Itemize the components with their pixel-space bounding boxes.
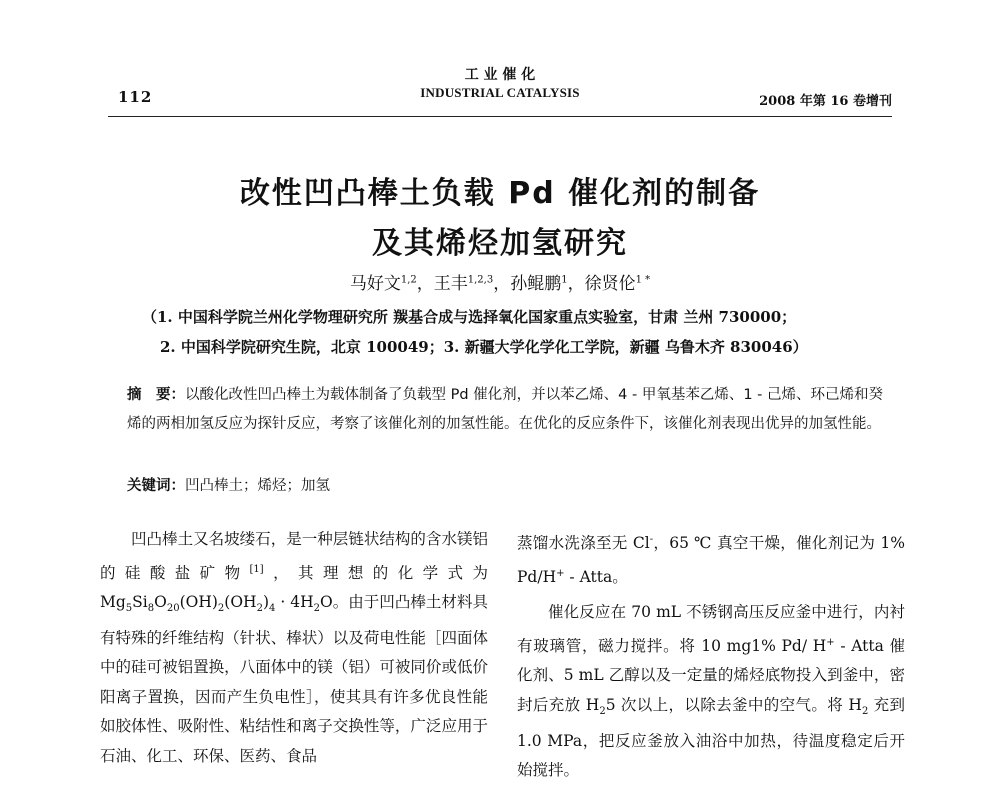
keywords-text: 凹凸棒土；烯烃；加氢 <box>185 478 330 494</box>
body-text: 催化反应在 70 mL 不锈钢高压反应釜中进行，内衬有玻璃管，磁力搅拌。将 10 mg1% Pd/ H <box>517 603 905 655</box>
citation-ref: [1] <box>249 563 264 575</box>
body-text: - Atta 催化剂、5 mL 乙醇以及一定量的烯烃底物投入到釜中，密封后充放 H <box>517 636 906 714</box>
formula-subscript: 5 <box>125 603 133 615</box>
abstract-label: 摘 要： <box>127 386 185 403</box>
body-text: (OH <box>224 593 257 612</box>
author-name: 王丰 <box>433 274 468 294</box>
formula-subscript: 20 <box>166 603 180 615</box>
body-text: 充到 1.0 MPa，把反应釜放入油浴中加热，待温度稳定后开始搅拌。 <box>517 695 905 780</box>
body-text: · 4H <box>275 593 314 612</box>
formula-superscript: + <box>826 636 835 648</box>
author-affil-mark: 1 <box>561 274 568 286</box>
body-column-left <box>100 525 488 771</box>
body-column-right <box>517 525 905 786</box>
header-rule <box>108 116 892 117</box>
formula-subscript: 2 <box>217 603 225 615</box>
body-paragraph <box>517 598 905 785</box>
formula-superscript: + <box>556 567 565 579</box>
body-text: - Atta。 <box>564 567 628 586</box>
affiliation-line2: 2. 中国科学院研究生院，北京 100049；3. 新疆大学化学化工学院，新疆 乌鲁木齐 830046） <box>160 338 808 356</box>
affiliation-line1: （1. 中国科学院兰州化学物理研究所 羰基合成与选择氧化国家重点实验室，甘肃 兰州 730000； <box>142 308 797 326</box>
abstract <box>127 380 887 439</box>
body-text: ，其理想的化学式为 Mg <box>100 563 488 612</box>
body-text: (OH) <box>179 593 218 612</box>
formula-subscript: 2 <box>861 706 869 718</box>
formula-subscript: 4 <box>269 603 276 615</box>
journal-title-cn: 工 业 催 化 <box>464 67 536 83</box>
formula-subscript: 2 <box>599 706 606 718</box>
body-text: Si <box>132 593 148 612</box>
body-text: O。由于凹凸棒土材料具有特殊的纤维结构（针状、棒状）以及荷电性能［四面体中的硅可被铝置换，八面体中的镁（铝）可被同价或低价阳离子置换，因而产生负电性］，使其具有许多优良性能如胶体性、吸附性、粘结性和离子交换性等，广泛应用于石油、化工、环保、医药、食品 <box>100 593 488 765</box>
page-number: 112 <box>118 88 153 106</box>
body-text: ) <box>262 593 269 612</box>
body-paragraph <box>100 525 488 771</box>
author-affil-mark: 1 * <box>635 274 651 286</box>
author-name: 徐贤伦 <box>584 274 636 294</box>
body-paragraph <box>517 525 905 592</box>
author-list: 马好文$^{1,2}$，王丰$^{1,2,3}$，孙鲲鹏$^1$，徐贤伦$^{1 *}$ <box>349 274 651 294</box>
issue-label: 2008 年第 16 卷增刊 <box>759 94 892 109</box>
paper-title-line1: 改性凹凸棒土负载 Pd 催化剂的制备 <box>239 176 761 211</box>
formula-superscript: - <box>649 534 654 545</box>
body-text: 凹凸棒土又名坡缕石，是一种层链状结构的含水镁铝的硅酸盐矿物 <box>100 530 488 582</box>
author-affil-mark: 1,2,3 <box>467 274 494 286</box>
body-text: 蒸馏水洗涤至无 Cl <box>517 534 650 553</box>
formula-subscript: 2 <box>256 603 263 615</box>
formula-subscript: 8 <box>147 603 155 615</box>
body-text: O <box>154 593 167 612</box>
abstract-text: 以酸化改性凹凸棒土为载体制备了负载型 Pd 催化剂，并以苯乙烯、4 - 甲氧基苯乙烯、1 - 己烯、环己烯和癸烯的两相加氢反应为探针反应，考察了该催化剂的加氢性能。在优化的反应条件下，该催化剂表现出优异的加氢性能。 <box>127 387 884 432</box>
body-text: 5 次以上，以除去釜中的空气。将 H <box>605 695 862 714</box>
body-text: ，65 ℃ 真空干燥，催化剂记为 1% Pd/H <box>517 534 905 586</box>
author-affil-mark: 1,2 <box>400 274 417 286</box>
journal-title-en: INDUSTRIAL CATALYSIS <box>420 85 580 100</box>
author-name: 孙鲲鹏 <box>510 274 562 294</box>
keywords-label: 关键词： <box>127 477 185 494</box>
keywords <box>127 474 330 495</box>
author-name: 马好文 <box>349 274 401 294</box>
paper-title-line2: 及其烯烃加氢研究 <box>372 226 628 261</box>
formula-subscript: 2 <box>313 603 320 615</box>
journal-title <box>400 66 600 102</box>
